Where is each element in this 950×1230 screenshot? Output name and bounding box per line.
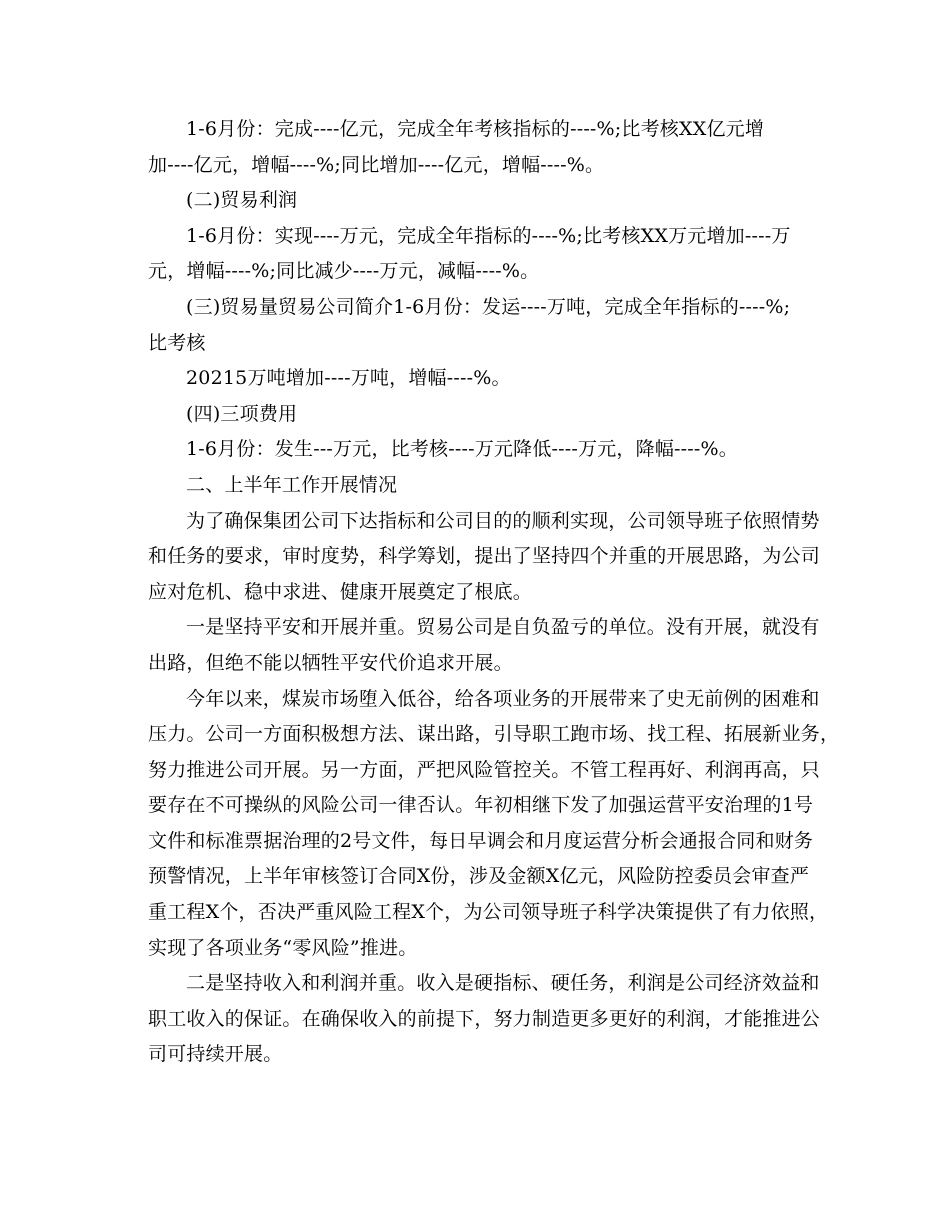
paragraph-p12 xyxy=(148,966,821,1073)
paragraph-p7 xyxy=(148,432,808,468)
text-line: 司可持续开展。 xyxy=(148,1043,283,1066)
text-line: 要存在不可操纵的风险公司一律否认。年初相继下发了加强运营平安治理的1号 xyxy=(148,794,814,817)
text-line: 努力推进公司开展。另一方面，严把风险管控关。不管工程再好、利润再高，只 xyxy=(148,758,821,781)
text-line: 压力。公司一方面积极想方法、谋出路，引导职工跑市场、找工程、拓展新业务， xyxy=(148,723,840,746)
text-line: (三)贸易量贸易公司简介1-6月份：发运----万吨，完成全年指标的----%; xyxy=(186,295,791,318)
text-line: 二、上半年工作开展情况 xyxy=(186,473,398,496)
paragraph-p1 xyxy=(148,112,808,183)
text-line: 文件和标准票据治理的2号文件，每日早调会和月度运营分析会通报合同和财务 xyxy=(148,829,814,852)
text-line: 比考核 xyxy=(148,331,206,354)
text-line: 出路，但绝不能以牺牲平安代价追求开展。 xyxy=(148,651,513,674)
text-line: 1-6月份：完成----亿元，完成全年考核指标的----%;比考核XX亿元增 xyxy=(186,118,765,140)
text-line: 今年以来，煤炭市场堕入低谷，给各项业务的开展带来了史无前例的困难和 xyxy=(186,687,820,710)
section-heading-trade-profit xyxy=(148,183,808,219)
text-line: 和任务的要求，审时度势，科学筹划，提出了坚持四个并重的开展思路，为公司 xyxy=(148,545,821,568)
text-line: 一是坚持平安和开展并重。贸易公司是自负盈亏的单位。没有开展，就没有 xyxy=(186,616,820,639)
text-line: 1-6月份：发生---万元，比考核----万元降低----万元，降幅----%。 xyxy=(186,438,738,461)
text-line: 1-6月份：实现----万元，完成全年指标的----%;比考核XX万元增加----万 xyxy=(186,224,791,247)
text-line: 为了确保集团公司下达指标和公司目的的顺利实现，公司领导班子依照情势 xyxy=(186,509,820,532)
text-line: (二)贸易利润 xyxy=(186,189,298,212)
paragraph-p5 xyxy=(148,361,808,397)
document-body xyxy=(148,112,840,1073)
section-heading-work-progress xyxy=(148,468,808,504)
paragraph-p11 xyxy=(148,682,840,967)
text-line: 元，增幅----%;同比减少----万元，减幅----%。 xyxy=(148,260,540,283)
text-line: 预警情况，上半年审核签订合同X份，涉及金额X亿元，风险防控委员会审查严 xyxy=(148,865,810,888)
paragraph-p10 xyxy=(148,610,820,681)
text-line: 二是坚持收入和利润并重。收入是硬指标、硬任务，利润是公司经济效益和 xyxy=(186,972,820,995)
section-heading-three-expenses xyxy=(148,397,808,433)
text-line: 实现了各项业务“零风险”推进。 xyxy=(148,936,418,959)
text-line: 重工程X个，否决严重风险工程X个，为公司领导班子科学决策提供了有力依照， xyxy=(148,901,829,924)
paragraph-p9 xyxy=(148,504,821,611)
paragraph-p4 xyxy=(148,290,808,361)
text-line: 职工收入的保证。在确保收入的前提下，努力制造更多更好的利润，才能推进公 xyxy=(148,1007,821,1030)
text-line: (四)三项费用 xyxy=(186,402,298,425)
text-line: 应对危机、稳中求进、健康开展奠定了根底。 xyxy=(148,580,533,603)
paragraph-p3 xyxy=(148,219,808,290)
text-line: 加----亿元，增幅----%;同比增加----亿元，增幅----%。 xyxy=(148,153,605,176)
text-line: 20215万吨增加----万吨，增幅----%。 xyxy=(186,367,511,390)
